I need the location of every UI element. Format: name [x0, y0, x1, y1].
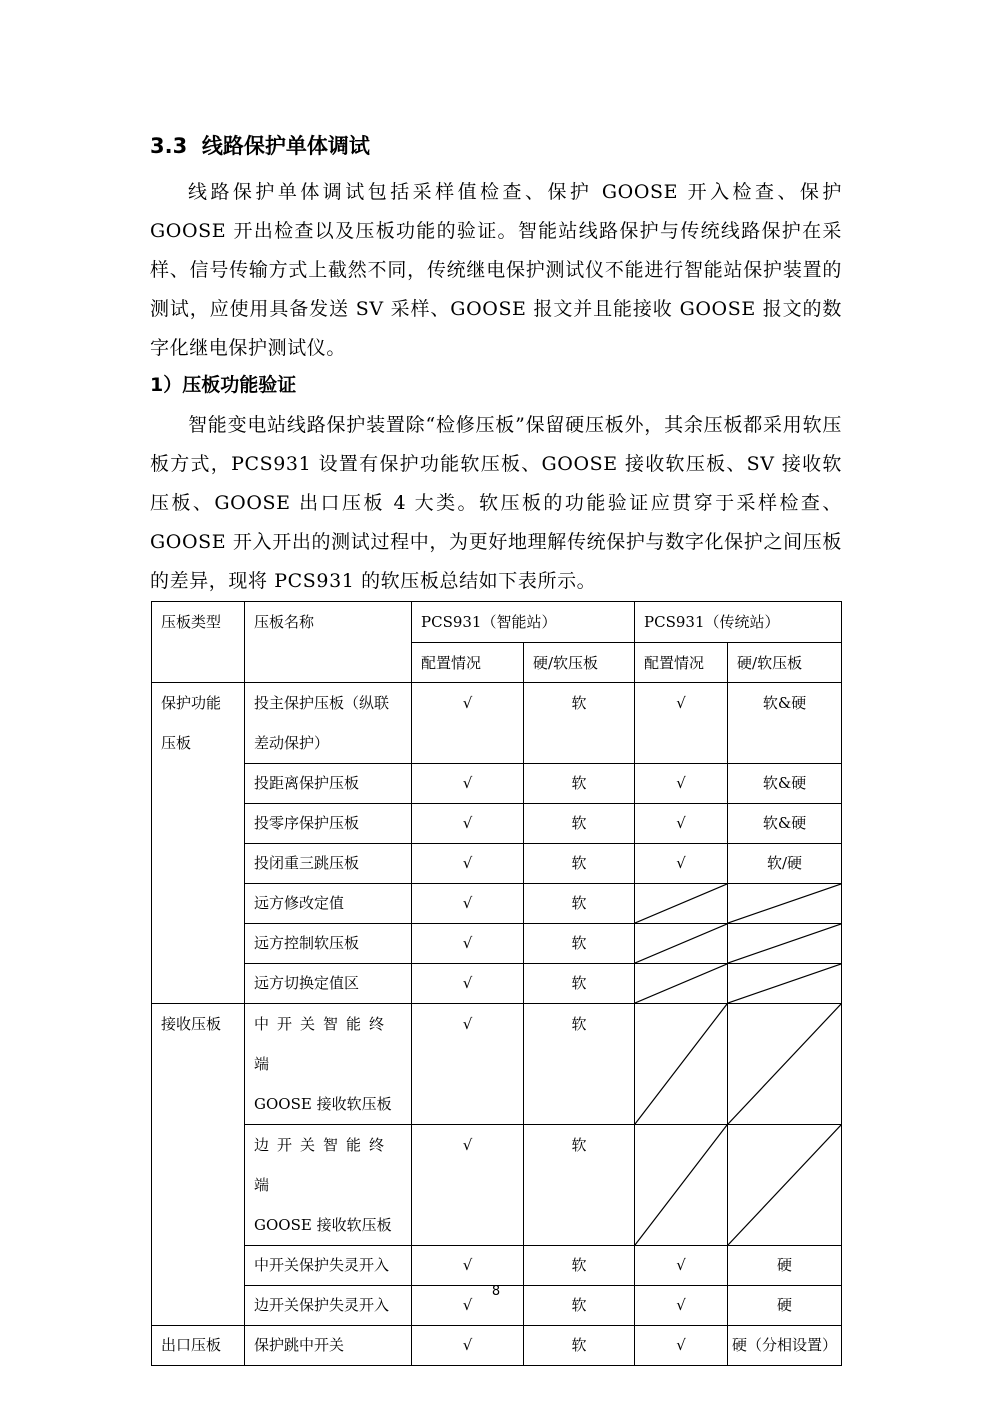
smart-type: 软 — [524, 804, 635, 844]
smart-type: 软 — [524, 924, 635, 964]
smart-type: 软 — [524, 1125, 635, 1246]
trad-config: √ — [635, 764, 728, 804]
not-applicable-cell — [728, 1125, 842, 1246]
header-smart-type: 硬/软压板 — [524, 642, 635, 683]
group-receive: 接收压板 — [152, 1004, 245, 1326]
not-applicable-cell — [728, 884, 842, 924]
row-name: 远方切换定值区 — [245, 964, 412, 1004]
row-name: 中开关保护失灵开入 — [245, 1246, 412, 1286]
smart-config: √ — [412, 683, 524, 764]
smart-config: √ — [412, 1326, 524, 1366]
trad-type: 硬 — [728, 1246, 842, 1286]
smart-type: 软 — [524, 764, 635, 804]
smart-type: 软 — [524, 964, 635, 1004]
smart-type: 软 — [524, 1004, 635, 1125]
smart-config: √ — [412, 764, 524, 804]
row-name: 边开关保护失灵开入 — [245, 1286, 412, 1326]
row-name: 远方控制软压板 — [245, 924, 412, 964]
trad-type: 软&硬 — [728, 683, 842, 764]
pressure-plate-table — [151, 601, 842, 1366]
smart-config: √ — [412, 844, 524, 884]
paragraph-pressure-plate: 智能变电站线路保护装置除“检修压板”保留硬压板外，其余压板都采用软压板方式，PCS931 设置有保护功能软压板、GOOSE 接收软压板、SV 接收软压板、GOOSE 出口压板 4 大类。软压板的功能验证应贯穿于采样检查、GOOSE 开入开出的测试过程中，为更好地理解传统保护与数字化保护之间压板的差异，现将 PCS931 的软压板总结如下表所示。 — [150, 414, 842, 592]
smart-config: √ — [412, 1004, 524, 1125]
header-traditional: PCS931（传统站） — [635, 602, 842, 643]
trad-config: √ — [635, 1286, 728, 1326]
trad-type: 硬 — [728, 1286, 842, 1326]
row-name: 投闭重三跳压板 — [245, 844, 412, 884]
smart-config: √ — [412, 1246, 524, 1286]
smart-config: √ — [412, 924, 524, 964]
header-name: 压板名称 — [245, 602, 412, 683]
header-smart-config: 配置情况 — [412, 642, 524, 683]
not-applicable-cell — [635, 1125, 728, 1246]
header-trad-type: 硬/软压板 — [728, 642, 842, 683]
header-trad-config: 配置情况 — [635, 642, 728, 683]
row-name-line2: GOOSE 接收软压板 — [254, 1216, 392, 1234]
not-applicable-cell — [728, 924, 842, 964]
smart-config: √ — [412, 1125, 524, 1246]
smart-config: √ — [412, 964, 524, 1004]
row-name-line2: GOOSE 接收软压板 — [254, 1095, 392, 1113]
row-name-line1: 边开关智能终端 — [254, 1136, 393, 1194]
row-name: 投零序保护压板 — [245, 804, 412, 844]
smart-config: √ — [412, 1286, 524, 1326]
row-name: 保护跳中开关 — [245, 1326, 412, 1366]
smart-type: 软 — [524, 1246, 635, 1286]
section-title: 线路保护单体调试 — [201, 134, 370, 158]
not-applicable-cell — [728, 964, 842, 1004]
paragraph-intro: 线路保护单体调试包括采样值检查、保护 GOOSE 开入检查、保护 GOOSE 开出检查以及压板功能的验证。智能站线路保护与传统线路保护在采样、信号传输方式上截然不同，传统继电保护测试仪不能进行智能站保护装置的测试，应使用具备发送 SV 采样、GOOSE 报文并且能接收 GOOSE 报文的数字化继电保护测试仪。 — [150, 181, 842, 359]
page-number: 8 — [491, 1284, 501, 1299]
not-applicable-cell — [635, 924, 728, 964]
row-name: 远方修改定值 — [245, 884, 412, 924]
smart-type: 软 — [524, 1326, 635, 1366]
smart-type: 软 — [524, 844, 635, 884]
row-name — [245, 1125, 412, 1246]
trad-config: √ — [635, 804, 728, 844]
trad-type: 软&硬 — [728, 764, 842, 804]
row-name-line1: 中开关智能终端 — [254, 1015, 393, 1073]
trad-type: 软/硬 — [728, 844, 842, 884]
subsection-heading: 1）压板功能验证 — [150, 374, 297, 396]
row-name: 投距离保护压板 — [245, 764, 412, 804]
smart-type: 软 — [524, 884, 635, 924]
not-applicable-cell — [728, 1004, 842, 1125]
trad-type: 硬（分相设置） — [728, 1326, 842, 1366]
header-type: 压板类型 — [152, 602, 245, 683]
header-smart: PCS931（智能站） — [412, 602, 635, 643]
not-applicable-cell — [635, 884, 728, 924]
trad-config: √ — [635, 1246, 728, 1286]
not-applicable-cell — [635, 964, 728, 1004]
smart-type: 软 — [524, 1286, 635, 1326]
group-protection: 保护功能压板 — [152, 683, 245, 1004]
trad-config: √ — [635, 844, 728, 884]
row-name — [245, 1004, 412, 1125]
group-outlet: 出口压板 — [152, 1326, 245, 1366]
section-number: 3.3 — [150, 134, 188, 158]
not-applicable-cell — [635, 1004, 728, 1125]
section-heading — [150, 130, 370, 160]
row-name: 投主保护压板（纵联差动保护） — [245, 683, 412, 764]
smart-config: √ — [412, 884, 524, 924]
trad-type: 软&硬 — [728, 804, 842, 844]
trad-config: √ — [635, 683, 728, 764]
trad-config: √ — [635, 1326, 728, 1366]
smart-type: 软 — [524, 683, 635, 764]
smart-config: √ — [412, 804, 524, 844]
